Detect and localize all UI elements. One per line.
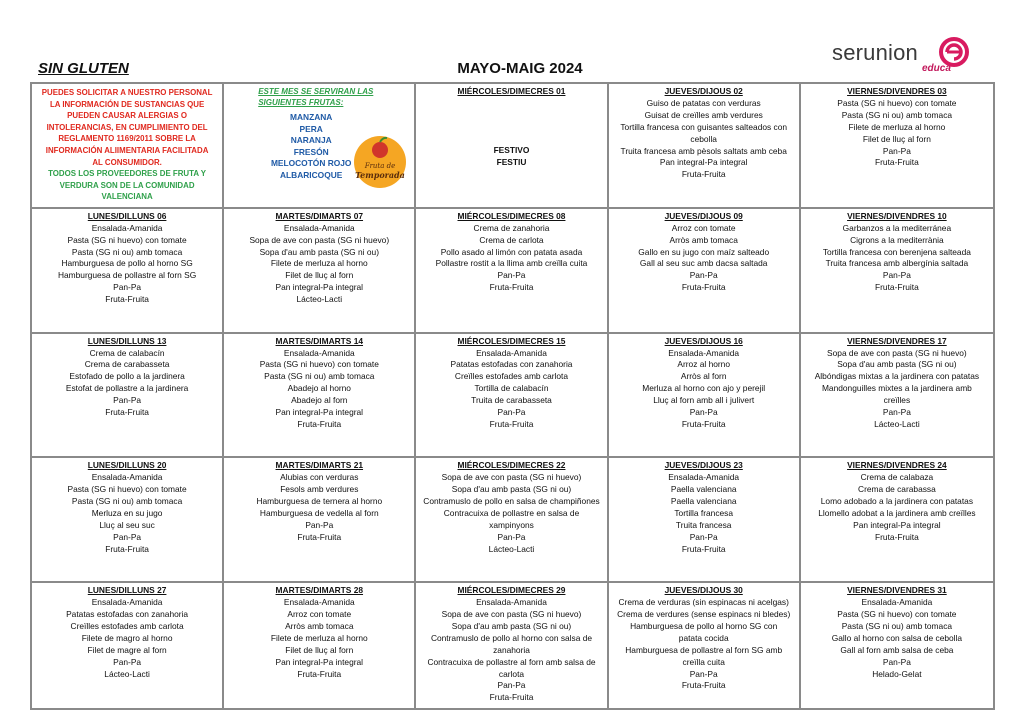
menu-item: Sopa de ave con pasta (SG ni huevo) <box>249 234 390 245</box>
notice-line: INTOLERANCIAS, EN CUMPLIMIENTO DEL <box>46 122 208 132</box>
festivo-line: FESTIU <box>496 156 527 167</box>
menu-item: Hamburguesa de ternera al horno <box>256 496 383 507</box>
badge-line1: Fruta de <box>364 162 396 170</box>
menu-item: Ensalada-Amanida <box>91 222 163 233</box>
day-heading: MARTES/DIMARTS 28 <box>275 585 364 596</box>
menu-item: Pan-Pa <box>689 531 718 542</box>
menu-item: Pan-Pa <box>497 407 526 418</box>
menu-item: Pan-Pa <box>882 656 911 667</box>
menu-item: Tortilla francesa <box>674 508 734 519</box>
menu-item: Pan-Pa <box>497 270 526 281</box>
menu-item: Hamburguesa de pollo al horno SG con <box>630 620 778 631</box>
day-cell <box>416 458 608 583</box>
menu-item: Abadejo al forn <box>291 395 348 406</box>
menu-item: Lácteo-Lacti <box>488 543 535 554</box>
menu-item: Truita francesa amb pèsols saltats amb ceba <box>620 145 787 156</box>
day-cell <box>609 458 801 583</box>
menu-item: Ensalada-Amanida <box>283 222 355 233</box>
menu-item: Arròs amb tomaca <box>669 234 738 245</box>
menu-item: Lomo adobado a la jardinera con patatas <box>820 496 974 507</box>
day-cell <box>609 209 801 334</box>
menu-item: Ensalada-Amanida <box>476 347 547 358</box>
menu-item: Pan-Pa <box>689 668 718 679</box>
menu-item: Fruta-Fruita <box>297 531 342 542</box>
menu-item: Paella valenciana <box>670 484 737 495</box>
menu-item: Ensalada-Amanida <box>668 347 740 358</box>
menu-item: Fruta-Fruita <box>681 169 726 180</box>
notice-line: AL CONSUMIDOR. <box>92 157 162 167</box>
menu-item: carlota <box>498 668 525 679</box>
menu-item: Mandonguilles mixtes a la jardinera amb <box>821 383 972 394</box>
menu-item: Hamburguesa de vedella al forn <box>259 508 379 519</box>
menu-item: Ensalada-Amanida <box>668 472 740 483</box>
menu-item: Merluza al horno con ajo y perejil <box>642 383 766 394</box>
day-cell <box>609 84 801 209</box>
day-cell <box>801 458 993 583</box>
notice-line: TODOS LOS PROVEEDORES DE FRUTA Y <box>48 169 207 179</box>
fruits-heading <box>224 86 414 108</box>
day-heading: MIÉRCOLES/DIMECRES 22 <box>457 460 566 471</box>
menu-item: Pasta (SG ni ou) amb tomaca <box>264 371 375 382</box>
day-heading: MIÉRCOLES/DIMECRES 29 <box>457 585 566 596</box>
day-cell <box>32 583 224 708</box>
menu-item: Arròs amb tomaca <box>285 620 354 631</box>
swirl-icon <box>938 36 970 68</box>
menu-item: Truita de carabasseta <box>471 395 552 406</box>
menu-item: patata cocida <box>678 632 729 643</box>
menu-item: Pasta (SG ni ou) amb tomaca <box>71 246 183 257</box>
fruit-item: ALBARICOQUE <box>280 169 343 180</box>
menu-item: Patatas estofadas con zanahoria <box>66 609 189 619</box>
day-heading: MIÉRCOLES/DIMECRES 15 <box>457 335 566 346</box>
menu-item: Fesols amb verdures <box>280 484 359 495</box>
menu-item: Crema de carlota <box>479 234 544 245</box>
notice-line: PUEDEN CAUSAR ALERGIAS O <box>67 111 188 121</box>
day-heading: VIERNES/DIVENDRES 10 <box>847 210 947 221</box>
menu-item: Pasta (SG ni huevo) con tomate <box>837 97 957 108</box>
menu-item: Crema de zanahoria <box>473 222 550 233</box>
fruta-temporada-badge-icon <box>352 134 408 190</box>
menu-item: Arroz con tomate <box>287 609 352 619</box>
menu-item: Ensalada-Amanida <box>861 597 933 608</box>
menu-item: Garbanzos a la mediterránea <box>842 222 952 233</box>
menu-grid <box>30 82 995 710</box>
menu-item: xampinyons <box>489 519 534 530</box>
menu-item: Crema de verduras (sin espinacas ni acelgas) <box>618 597 789 608</box>
menu-item: Pan integral-Pa integral <box>275 407 364 418</box>
menu-item: Crema de carabasseta <box>84 359 170 370</box>
menu-item: Paella valenciana <box>670 496 737 507</box>
menu-item: Pasta (SG ni ou) amb tomaca <box>71 496 183 507</box>
menu-item: Filete de magro al horno <box>81 632 173 643</box>
menu-item: Alubias con verduras <box>280 472 359 483</box>
day-heading: VIERNES/DIVENDRES 17 <box>847 335 947 346</box>
menu-item: Pan-Pa <box>113 395 142 406</box>
menu-item: Pasta (SG ni huevo) con tomate <box>67 484 187 495</box>
menu-item: Fruta-Fruita <box>681 418 726 429</box>
fruit-item: MANZANA <box>290 112 333 122</box>
day-cell <box>416 583 608 708</box>
menu-item: Pan-Pa <box>113 282 142 293</box>
serunion-logo <box>832 36 992 72</box>
menu-item: creïlles <box>883 395 911 406</box>
menu-item: Pasta (SG ni ou) amb tomaca <box>841 109 953 120</box>
day-cell <box>224 458 416 583</box>
menu-item: Albóndigas mixtas a la jardinera con patatas <box>814 371 980 382</box>
menu-item: Pan-Pa <box>497 680 526 691</box>
menu-item: Sopa de ave con pasta (SG ni huevo) <box>441 609 582 619</box>
menu-item: Crema de calabacín <box>89 347 165 358</box>
menu-item: Fruta-Fruita <box>105 407 149 418</box>
day-cell <box>801 209 993 334</box>
fruit-item: FRESÓN <box>293 146 329 157</box>
day-cell <box>224 209 416 334</box>
menu-item: Pan integral-Pa integral <box>659 157 748 168</box>
menu-item: Tortilla de calabacín <box>474 383 549 394</box>
menu-item: Ensalada-Amanida <box>91 472 163 483</box>
notice-cell <box>32 84 224 209</box>
menu-item: Abadejo al horno <box>287 383 351 394</box>
logo-sub: educa <box>922 63 951 74</box>
menu-item: Patatas estofadas con zanahoria <box>450 359 573 370</box>
menu-item: Ensalada-Amanida <box>283 347 355 358</box>
menu-item: Filete de merluza al horno <box>270 258 368 269</box>
day-heading: VIERNES/DIVENDRES 24 <box>847 460 947 471</box>
menu-item: Pasta (SG ni ou) amb tomaca <box>841 620 953 631</box>
badge-line2: Temporada <box>355 170 406 180</box>
day-heading: MARTES/DIMARTS 21 <box>275 460 364 471</box>
day-cell <box>609 334 801 459</box>
menu-item: Gall al seu suc amb dacsa saltada <box>639 258 768 269</box>
menu-item: Pan-Pa <box>113 656 142 667</box>
menu-item: Pan-Pa <box>497 531 526 542</box>
menu-item: Hamburguesa de pollastre al forn SG <box>57 270 197 281</box>
day-heading: LUNES/DILLUNS 20 <box>87 460 167 471</box>
menu-item: Sopa d'au amb pasta (SG ni ou) <box>259 246 379 257</box>
menu-item: Creïlles estofades amb carlota <box>454 371 569 382</box>
day-heading: LUNES/DILLUNS 27 <box>87 585 167 596</box>
menu-item: Pollo asado al limón con patata asada <box>440 246 583 257</box>
menu-item: Helado-Gelat <box>872 668 922 679</box>
menu-item: Estofado de pollo a la jardinera <box>69 371 185 382</box>
day-heading: VIERNES/DIVENDRES 03 <box>847 86 947 96</box>
menu-item: Pan-Pa <box>113 531 142 542</box>
menu-item: Fruta-Fruita <box>297 668 342 679</box>
menu-item: Lácteo-Lacti <box>296 294 343 305</box>
menu-item: Fruta-Fruita <box>681 680 726 691</box>
menu-item: Filet de lluç al forn <box>285 270 354 281</box>
menu-item: Fruta-Fruita <box>105 543 149 554</box>
day-cell <box>801 583 993 708</box>
day-heading: JUEVES/DIJOUS 02 <box>664 86 743 96</box>
day-cell <box>32 334 224 459</box>
fruits-heading-line: SIGUIENTES FRUTAS: <box>258 98 344 107</box>
notice-line: PUEDES SOLICITAR A NUESTRO PERSONAL <box>41 88 213 97</box>
day-cell <box>32 209 224 334</box>
day-heading: LUNES/DILLUNS 13 <box>87 335 167 346</box>
menu-item: Fruta-Fruita <box>681 543 726 554</box>
notice-line: LA INFORMACIÓN DE SUSTANCIAS QUE <box>49 99 205 109</box>
day-heading: MIÉRCOLES/DIMECRES 01 <box>457 86 566 96</box>
menu-item: creïlla cuita <box>682 656 725 667</box>
menu-item: Sopa de ave con pasta (SG ni huevo) <box>441 472 582 483</box>
menu-item: Creïlles estofades amb carlota <box>70 620 184 631</box>
menu-item: Crema de verdures (sense espinacs ni bledes) <box>617 609 791 619</box>
notice-line: REGLAMENTO 1169/2011 SOBRE LA <box>58 134 196 144</box>
logo-text: serunion <box>832 40 918 65</box>
day-cell <box>416 209 608 334</box>
menu-item: Pan-Pa <box>882 145 911 156</box>
menu-item: Tortilla francesa con berenjena salteada <box>822 246 971 257</box>
menu-item: Contracuixa de pollastre en salsa de <box>443 508 580 519</box>
menu-item: Sopa d'au amb pasta (SG ni ou) <box>451 620 572 631</box>
menu-item: Guisat de creïlles amb verdures <box>644 109 763 120</box>
fruit-item: MELOCOTÓN ROJO <box>270 158 352 169</box>
fruit-item: NARANJA <box>290 135 332 146</box>
menu-item: Contramuslo de pollo al horno con salsa de <box>430 632 593 643</box>
menu-item: Hamburguesa de pollo al horno SG <box>61 258 193 269</box>
menu-item: Truita francesa amb albergínia saltada <box>825 258 969 269</box>
menu-item: zanahoria <box>493 644 530 655</box>
day-heading: JUEVES/DIJOUS 09 <box>664 210 743 221</box>
menu-item: Gallo en su jugo con maíz salteado <box>638 246 770 257</box>
menu-item: Fruta-Fruita <box>105 294 149 305</box>
page-title-diet: SIN GLUTEN <box>38 60 129 77</box>
menu-item: Sopa de ave con pasta (SG ni huevo) <box>827 347 967 358</box>
menu-item: Crema de carabassa <box>858 484 936 495</box>
fruits-heading-line: ESTE MES SE SERVIRAN LAS <box>258 87 374 96</box>
menu-item: Arròs al forn <box>680 371 727 382</box>
menu-item: Arroz al horno <box>677 359 730 370</box>
menu-item: Merluza en su jugo <box>91 508 163 519</box>
menu-item: Fruta-Fruita <box>297 418 342 429</box>
day-heading: MARTES/DIMARTS 14 <box>275 335 364 346</box>
menu-item: Sopa d'au amb pasta (SG ni ou) <box>837 359 957 370</box>
menu-item: Cigrons a la mediterrània <box>850 234 944 245</box>
day-heading: MIÉRCOLES/DIMECRES 08 <box>457 210 566 221</box>
menu-item: Estofat de pollastre a la jardinera <box>65 383 189 394</box>
menu-item: Fruta-Fruita <box>875 157 919 168</box>
menu-item: Ensalada-Amanida <box>283 597 355 608</box>
menu-item: Filet de lluç al forn <box>862 133 931 144</box>
day-cell <box>801 334 993 459</box>
menu-item: Gallo al horno con salsa de cebolla <box>831 632 963 643</box>
menu-item: Contramuslo de pollo en salsa de champiñones <box>423 496 600 507</box>
menu-item: Filet de magre al forn <box>87 644 167 655</box>
day-cell <box>801 84 993 209</box>
menu-item: Pan integral-Pa integral <box>275 656 364 667</box>
menu-item: Pasta (SG ni huevo) con tomate <box>837 609 957 619</box>
day-cell <box>224 334 416 459</box>
menu-item: Fruta-Fruita <box>875 282 919 293</box>
menu-item: Filete de merluza al horno <box>848 121 946 132</box>
menu-item: Filet de lluç al forn <box>285 644 354 655</box>
menu-item: cebolla <box>690 133 717 144</box>
menu-item: Pan-Pa <box>305 519 334 530</box>
day-heading: JUEVES/DIJOUS 23 <box>664 460 743 471</box>
menu-item: Fruta-Fruita <box>489 282 534 293</box>
menu-item: Lluç al seu suc <box>99 519 155 530</box>
day-cell <box>609 583 801 708</box>
menu-item: Pan integral-Pa integral <box>853 519 941 530</box>
day-cell <box>416 334 608 459</box>
menu-item: Lácteo-Lacti <box>104 668 150 679</box>
menu-item: Pasta (SG ni huevo) con tomate <box>259 359 379 370</box>
menu-item: Pollastre rostit a la llima amb creïlla cuita <box>435 258 588 269</box>
day-heading: VIERNES/DIVENDRES 31 <box>847 585 947 596</box>
day-heading: LUNES/DILLUNS 06 <box>87 210 167 221</box>
menu-item: Lácteo-Lacti <box>874 418 920 429</box>
day-cell <box>416 84 608 209</box>
notice-line: VALENCIANA <box>101 192 153 202</box>
fruit-item: PERA <box>299 123 323 134</box>
page-title-month: MAYO-MAIG 2024 <box>457 60 583 77</box>
menu-item: Pan-Pa <box>882 270 911 281</box>
menu-item: Arroz con tomate <box>671 222 736 233</box>
menu-item: Tortilla francesa con guisantes salteados con <box>620 121 788 132</box>
day-cell <box>32 458 224 583</box>
menu-item: Pan-Pa <box>689 407 718 418</box>
menu-item: Sopa d'au amb pasta (SG ni ou) <box>451 484 572 495</box>
day-heading: MARTES/DIMARTS 07 <box>275 210 364 221</box>
menu-item: Guiso de patatas con verduras <box>646 97 761 108</box>
menu-item: Pan-Pa <box>882 407 911 418</box>
menu-item: Ensalada-Amanida <box>91 597 163 608</box>
menu-item: Contracuixa de pollastre al forn amb salsa de <box>427 656 596 667</box>
allergen-notice <box>32 87 222 168</box>
menu-item: Filete de merluza al horno <box>270 632 368 643</box>
fruits-list <box>256 112 366 182</box>
menu-item: Fruta-Fruita <box>875 531 919 542</box>
menu-item: Pasta (SG ni huevo) con tomate <box>67 234 187 245</box>
day-heading: JUEVES/DIJOUS 30 <box>664 585 743 596</box>
supplier-notice <box>32 168 222 203</box>
menu-item: Fruta-Fruita <box>681 282 726 293</box>
menu-item: Gall al forn amb salsa de ceba <box>840 644 954 655</box>
menu-item: Ensalada-Amanida <box>476 597 547 608</box>
menu-item: Crema de calabaza <box>860 472 934 483</box>
festivo-line: FESTIVO <box>493 144 530 155</box>
menu-item: Pan integral-Pa integral <box>275 282 364 293</box>
menu-item: Hamburguesa de pollastre al forn SG amb <box>625 644 783 655</box>
fruits-cell <box>224 84 416 209</box>
notice-line: VERDURA SON DE LA COMUNIDAD <box>59 180 195 190</box>
menu-item: Truita francesa <box>675 519 732 530</box>
notice-line: INFORMACIÓN ALIIMENTARIA FACILITADA <box>45 145 209 155</box>
menu-item: Pan-Pa <box>689 270 718 281</box>
festivo-label <box>416 145 606 169</box>
menu-item: Llomello adobat a la jardinera amb creïlles <box>818 508 976 519</box>
menu-item: Fruta-Fruita <box>489 418 534 429</box>
day-heading: JUEVES/DIJOUS 16 <box>664 335 743 346</box>
menu-item: Fruta-Fruita <box>489 692 534 703</box>
menu-item: Lluç al forn amb all i julivert <box>653 395 755 406</box>
day-cell <box>224 583 416 708</box>
